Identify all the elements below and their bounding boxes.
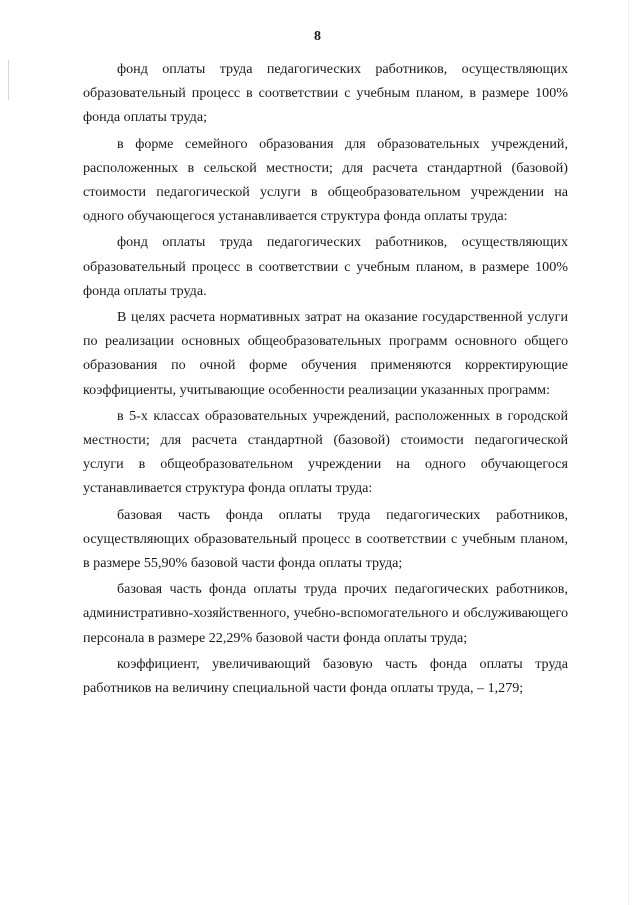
- paragraph: в форме семейного образования для образовательных учреждений, расположенных в сельской местности; для расчета стандартной (базовой) стоимости педагогической услуги в общеобразовательном учреждении на одного обучающегося устанавливается структура фонда оплаты труда:: [83, 135, 568, 225]
- paragraph: В целях расчета нормативных затрат на оказание государственной услуги по реализации основных общеобразовательных программ основного общего образования по очной форме обучения применяются корректирующие коэффициенты, учитывающие особенности реализации указанных программ:: [83, 309, 568, 398]
- scan-edge-mark: [8, 60, 9, 100]
- paragraph: в 5-х классах образовательных учреждений, расположенных в городской местности; для расчета стандартной (базовой) стоимости педагогической услуги в общеобразовательном учреждении на одного обучающегося устанавливается структура фонда оплаты труда:: [83, 407, 568, 497]
- paragraph: фонд оплаты труда педагогических работников, осуществляющих образовательный процесс в соответствии с учебным планом, в размере 100% фонда оплаты труда.: [83, 234, 568, 299]
- scan-edge-mark: [628, 0, 629, 905]
- paragraph: коэффициент, увеличивающий базовую часть фонда оплаты труда работников на величину специальной части фонда оплаты труда, – 1,279;: [83, 655, 568, 697]
- paragraph: базовая часть фонда оплаты труда педагогических работников, осуществляющих образовательный процесс в соответствии с учебным планом, в размере 55,90% базовой части фонда оплаты труда;: [83, 506, 568, 572]
- document-body: [83, 57, 568, 702]
- page-number: 8: [314, 29, 321, 44]
- paragraph: фонд оплаты труда педагогических работников, осуществляющих образовательный процесс в соответствии с учебным планом, в размере 100% фонда оплаты труда;: [83, 61, 568, 126]
- paragraph: базовая часть фонда оплаты труда прочих педагогических работников, административно-хозяйственного, учебно-вспомогательного и обслуживающего персонала в размере 22,29% базовой части фонда оплаты труда;: [83, 581, 568, 646]
